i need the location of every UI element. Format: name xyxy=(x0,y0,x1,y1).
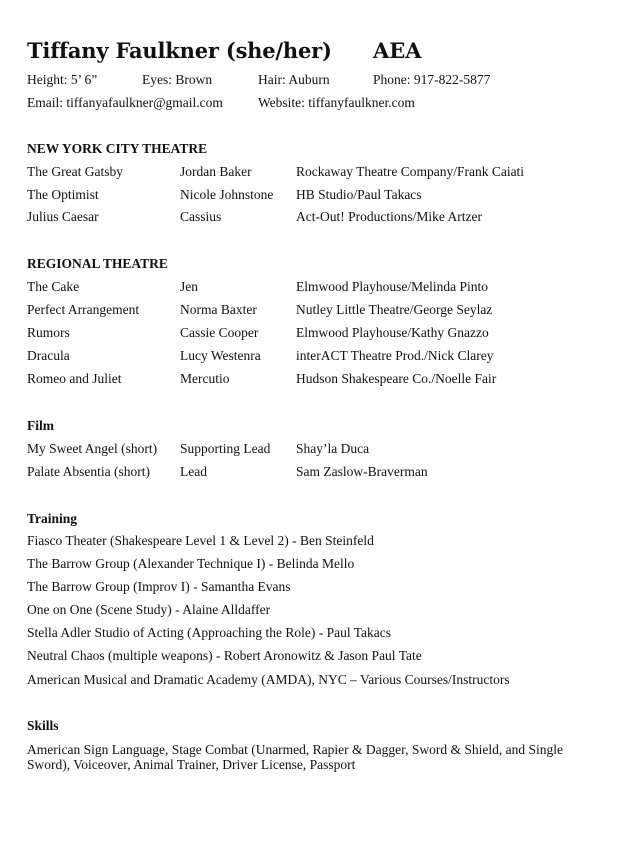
role: Cassius xyxy=(180,209,222,224)
show-title: The Great Gatsby xyxy=(27,164,123,179)
show-title: The Optimist xyxy=(27,187,99,202)
union-affiliation: AEA xyxy=(373,38,422,63)
show-title: The Cake xyxy=(27,279,80,294)
venue-director: Elmwood Playhouse/Kathy Gnazzo xyxy=(296,325,489,340)
credit-row xyxy=(0,464,630,482)
venue-director: Rockaway Theatre Company/Frank Caiati xyxy=(296,164,525,179)
hair-info: Hair: Auburn xyxy=(258,72,330,87)
venue-director: HB Studio/Paul Takacs xyxy=(296,187,422,202)
show-title: Rumors xyxy=(27,325,70,340)
role: Jen xyxy=(180,279,198,294)
show-title: Dracula xyxy=(27,348,70,363)
role: Supporting Lead xyxy=(180,441,271,456)
section-title-regional-theatre: REGIONAL THEATRE xyxy=(27,256,168,271)
section-title-skills: Skills xyxy=(27,718,59,733)
training-item: The Barrow Group (Improv I) - Samantha Evans xyxy=(27,579,291,594)
training-item: One on One (Scene Study) - Alaine Alldaffer xyxy=(27,602,271,617)
show-title: Perfect Arrangement xyxy=(27,302,140,317)
training-item: Fiasco Theater (Shakespeare Level 1 & Level 2) - Ben Steinfeld xyxy=(27,533,374,548)
eyes-info: Eyes: Brown xyxy=(142,72,213,87)
credit-row xyxy=(0,441,630,459)
role: Jordan Baker xyxy=(180,164,252,179)
director: Sam Zaslow-Braverman xyxy=(296,464,428,479)
role: Mercutio xyxy=(180,371,230,386)
role: Lucy Westenra xyxy=(180,348,261,363)
role: Cassie Cooper xyxy=(180,325,259,340)
show-title: Julius Caesar xyxy=(27,209,99,224)
show-title: Romeo and Juliet xyxy=(27,371,122,386)
venue-director: Nutley Little Theatre/George Seylaz xyxy=(296,302,493,317)
credit-row xyxy=(0,302,630,320)
credit-row xyxy=(0,371,630,389)
credit-row xyxy=(0,325,630,343)
film-title: Palate Absentia (short) xyxy=(27,464,150,479)
venue-director: interACT Theatre Prod./Nick Clarey xyxy=(296,348,494,363)
training-item: Stella Adler Studio of Acting (Approaching the Role) - Paul Takacs xyxy=(27,625,391,640)
film-title: My Sweet Angel (short) xyxy=(27,441,158,456)
section-title-training: Training xyxy=(27,511,78,526)
venue-director: Hudson Shakespeare Co./Noelle Fair xyxy=(296,371,497,386)
actor-name: Tiffany Faulkner (she/her) xyxy=(27,38,332,63)
credit-row xyxy=(0,209,630,227)
credit-row xyxy=(0,279,630,297)
website-info: Website: tiffanyfaulkner.com xyxy=(258,95,415,110)
training-item: The Barrow Group (Alexander Technique I) - Belinda Mello xyxy=(27,556,355,571)
training-item: American Musical and Dramatic Academy (AMDA), NYC – Various Courses/Instructors xyxy=(27,672,510,687)
director: Shay’la Duca xyxy=(296,441,370,456)
phone-info: Phone: 917-822-5877 xyxy=(373,72,491,87)
section-title-nyc-theatre: NEW YORK CITY THEATRE xyxy=(27,141,208,156)
venue-director: Act-Out! Productions/Mike Artzer xyxy=(296,209,482,224)
role: Norma Baxter xyxy=(180,302,257,317)
role: Nicole Johnstone xyxy=(180,187,274,202)
skills-text: American Sign Language, Stage Combat (Unarmed, Rapier & Dagger, Sword & Shield, and Single Sword), Voiceover, Animal Trainer, Driver License, Passport xyxy=(27,742,563,772)
email-info: Email: tiffanyafaulkner@gmail.com xyxy=(27,95,223,110)
credit-row xyxy=(0,348,630,366)
credit-row xyxy=(0,187,630,205)
role: Lead xyxy=(180,464,207,479)
venue-director: Elmwood Playhouse/Melinda Pinto xyxy=(296,279,488,294)
training-item: Neutral Chaos (multiple weapons) - Robert Aronowitz & Jason Paul Tate xyxy=(27,648,422,663)
height-info: Height: 5’ 6” xyxy=(27,72,98,87)
credit-row xyxy=(0,164,630,182)
section-title-film: Film xyxy=(27,418,54,433)
